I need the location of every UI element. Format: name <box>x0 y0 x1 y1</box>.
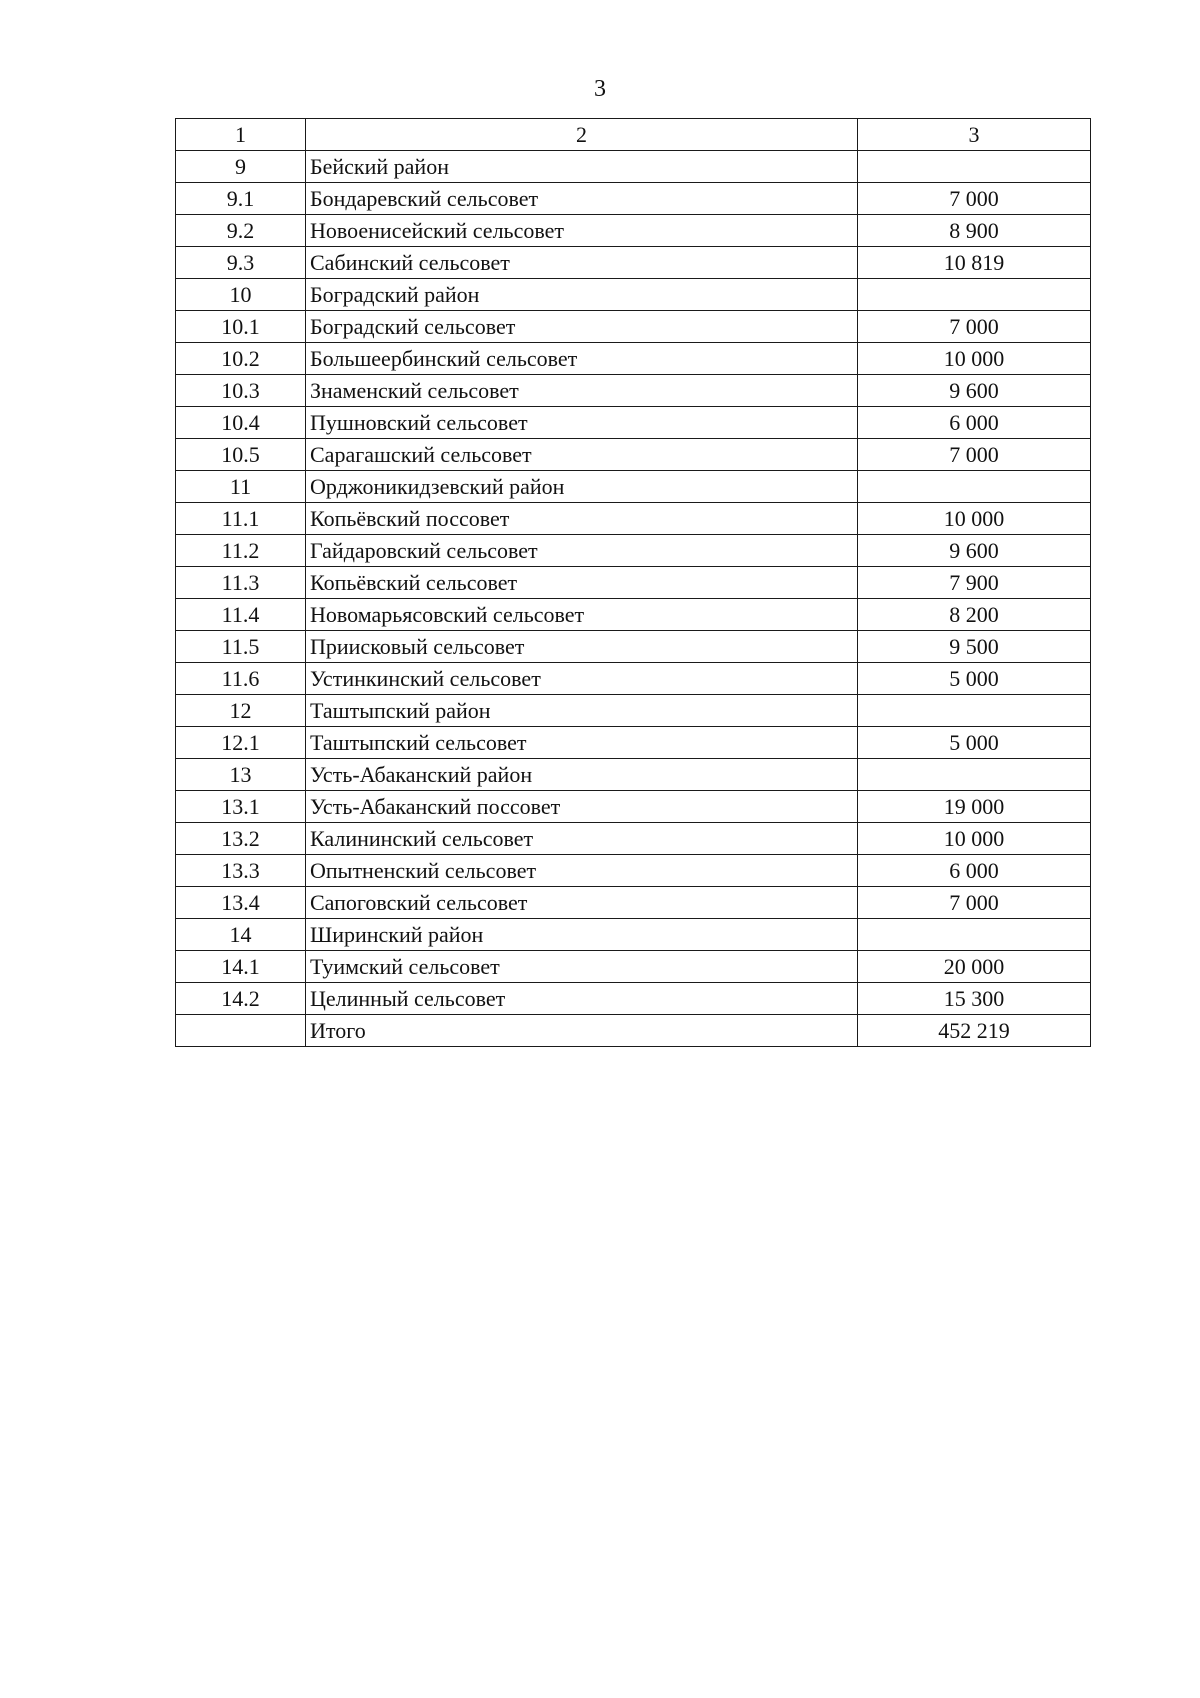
row-value-cell: 7 000 <box>858 439 1091 471</box>
row-value-cell: 7 000 <box>858 887 1091 919</box>
row-value-cell <box>858 695 1091 727</box>
row-name-cell: Усть-Абаканский район <box>306 759 858 791</box>
row-number-cell: 11.2 <box>176 535 306 567</box>
row-number-cell: 9.3 <box>176 247 306 279</box>
row-number-cell: 10.2 <box>176 343 306 375</box>
row-number-cell: 13 <box>176 759 306 791</box>
row-value-cell: 7 000 <box>858 311 1091 343</box>
table-row <box>176 471 1091 503</box>
table-row <box>176 791 1091 823</box>
row-name-cell: Пушновский сельсовет <box>306 407 858 439</box>
table-row <box>176 887 1091 919</box>
table-row <box>176 823 1091 855</box>
row-value-cell <box>858 279 1091 311</box>
row-number-cell: 10.1 <box>176 311 306 343</box>
table-row <box>176 599 1091 631</box>
row-value-cell: 19 000 <box>858 791 1091 823</box>
row-number-cell: 14 <box>176 919 306 951</box>
table-row <box>176 983 1091 1015</box>
table-header-row <box>176 119 1091 151</box>
row-name-cell: Ширинский район <box>306 919 858 951</box>
row-value-cell <box>858 919 1091 951</box>
row-number-cell <box>176 1015 306 1047</box>
table-row <box>176 215 1091 247</box>
row-name-cell: Итого <box>306 1015 858 1047</box>
header-cell-number: 1 <box>176 119 306 151</box>
row-number-cell: 12.1 <box>176 727 306 759</box>
row-number-cell: 12 <box>176 695 306 727</box>
row-number-cell: 14.2 <box>176 983 306 1015</box>
table-row <box>176 183 1091 215</box>
row-name-cell: Новомарьясовский сельсовет <box>306 599 858 631</box>
row-name-cell: Калининский сельсовет <box>306 823 858 855</box>
row-number-cell: 10.5 <box>176 439 306 471</box>
row-name-cell: Сабинский сельсовет <box>306 247 858 279</box>
row-number-cell: 10.3 <box>176 375 306 407</box>
table-row <box>176 279 1091 311</box>
row-name-cell: Орджоникидзевский район <box>306 471 858 503</box>
row-name-cell: Большеербинский сельсовет <box>306 343 858 375</box>
table-row <box>176 535 1091 567</box>
row-number-cell: 9.2 <box>176 215 306 247</box>
row-number-cell: 13.1 <box>176 791 306 823</box>
table-row <box>176 855 1091 887</box>
row-name-cell: Бейский район <box>306 151 858 183</box>
header-cell-name: 2 <box>306 119 858 151</box>
table-row <box>176 1015 1091 1047</box>
table-row <box>176 727 1091 759</box>
row-value-cell: 8 900 <box>858 215 1091 247</box>
table-row <box>176 407 1091 439</box>
row-name-cell: Сапоговский сельсовет <box>306 887 858 919</box>
row-value-cell: 10 000 <box>858 343 1091 375</box>
row-number-cell: 11 <box>176 471 306 503</box>
table-row <box>176 503 1091 535</box>
row-name-cell: Бондаревский сельсовет <box>306 183 858 215</box>
row-value-cell: 10 000 <box>858 503 1091 535</box>
row-value-cell: 5 000 <box>858 727 1091 759</box>
row-number-cell: 10.4 <box>176 407 306 439</box>
row-name-cell: Знаменский сельсовет <box>306 375 858 407</box>
row-value-cell <box>858 471 1091 503</box>
row-number-cell: 13.3 <box>176 855 306 887</box>
header-cell-value: 3 <box>858 119 1091 151</box>
row-number-cell: 11.6 <box>176 663 306 695</box>
row-value-cell: 452 219 <box>858 1015 1091 1047</box>
row-name-cell: Усть-Абаканский поссовет <box>306 791 858 823</box>
row-number-cell: 9.1 <box>176 183 306 215</box>
row-name-cell: Таштыпский сельсовет <box>306 727 858 759</box>
table-row <box>176 343 1091 375</box>
table-row <box>176 695 1091 727</box>
row-number-cell: 13.4 <box>176 887 306 919</box>
table-body <box>176 119 1091 1047</box>
table-row <box>176 151 1091 183</box>
row-number-cell: 9 <box>176 151 306 183</box>
row-name-cell: Туимский сельсовет <box>306 951 858 983</box>
table-row <box>176 663 1091 695</box>
row-value-cell: 6 000 <box>858 855 1091 887</box>
row-value-cell: 10 000 <box>858 823 1091 855</box>
row-name-cell: Копьёвский поссовет <box>306 503 858 535</box>
row-value-cell: 9 500 <box>858 631 1091 663</box>
row-value-cell: 9 600 <box>858 375 1091 407</box>
row-value-cell: 15 300 <box>858 983 1091 1015</box>
row-value-cell <box>858 759 1091 791</box>
row-number-cell: 10 <box>176 279 306 311</box>
row-number-cell: 11.5 <box>176 631 306 663</box>
table-row <box>176 375 1091 407</box>
row-name-cell: Целинный сельсовет <box>306 983 858 1015</box>
row-value-cell: 10 819 <box>858 247 1091 279</box>
table-row <box>176 567 1091 599</box>
table-row <box>176 439 1091 471</box>
row-value-cell <box>858 151 1091 183</box>
table-row <box>176 247 1091 279</box>
row-value-cell: 7 000 <box>858 183 1091 215</box>
row-name-cell: Гайдаровский сельсовет <box>306 535 858 567</box>
row-value-cell: 8 200 <box>858 599 1091 631</box>
row-value-cell: 5 000 <box>858 663 1091 695</box>
table-row <box>176 951 1091 983</box>
table-row <box>176 919 1091 951</box>
row-value-cell: 6 000 <box>858 407 1091 439</box>
table-row <box>176 759 1091 791</box>
row-name-cell: Сарагашский сельсовет <box>306 439 858 471</box>
row-number-cell: 11.1 <box>176 503 306 535</box>
table-row <box>176 311 1091 343</box>
row-name-cell: Опытненский сельсовет <box>306 855 858 887</box>
row-name-cell: Боградский район <box>306 279 858 311</box>
row-name-cell: Новоенисейский сельсовет <box>306 215 858 247</box>
row-name-cell: Боградский сельсовет <box>306 311 858 343</box>
row-value-cell: 20 000 <box>858 951 1091 983</box>
table-row <box>176 631 1091 663</box>
row-number-cell: 14.1 <box>176 951 306 983</box>
allocation-table <box>175 118 1091 1047</box>
row-value-cell: 9 600 <box>858 535 1091 567</box>
row-name-cell: Приисковый сельсовет <box>306 631 858 663</box>
row-number-cell: 11.3 <box>176 567 306 599</box>
row-number-cell: 13.2 <box>176 823 306 855</box>
row-name-cell: Таштыпский район <box>306 695 858 727</box>
row-value-cell: 7 900 <box>858 567 1091 599</box>
row-name-cell: Устинкинский сельсовет <box>306 663 858 695</box>
row-name-cell: Копьёвский сельсовет <box>306 567 858 599</box>
page-number: 3 <box>594 76 606 102</box>
row-number-cell: 11.4 <box>176 599 306 631</box>
